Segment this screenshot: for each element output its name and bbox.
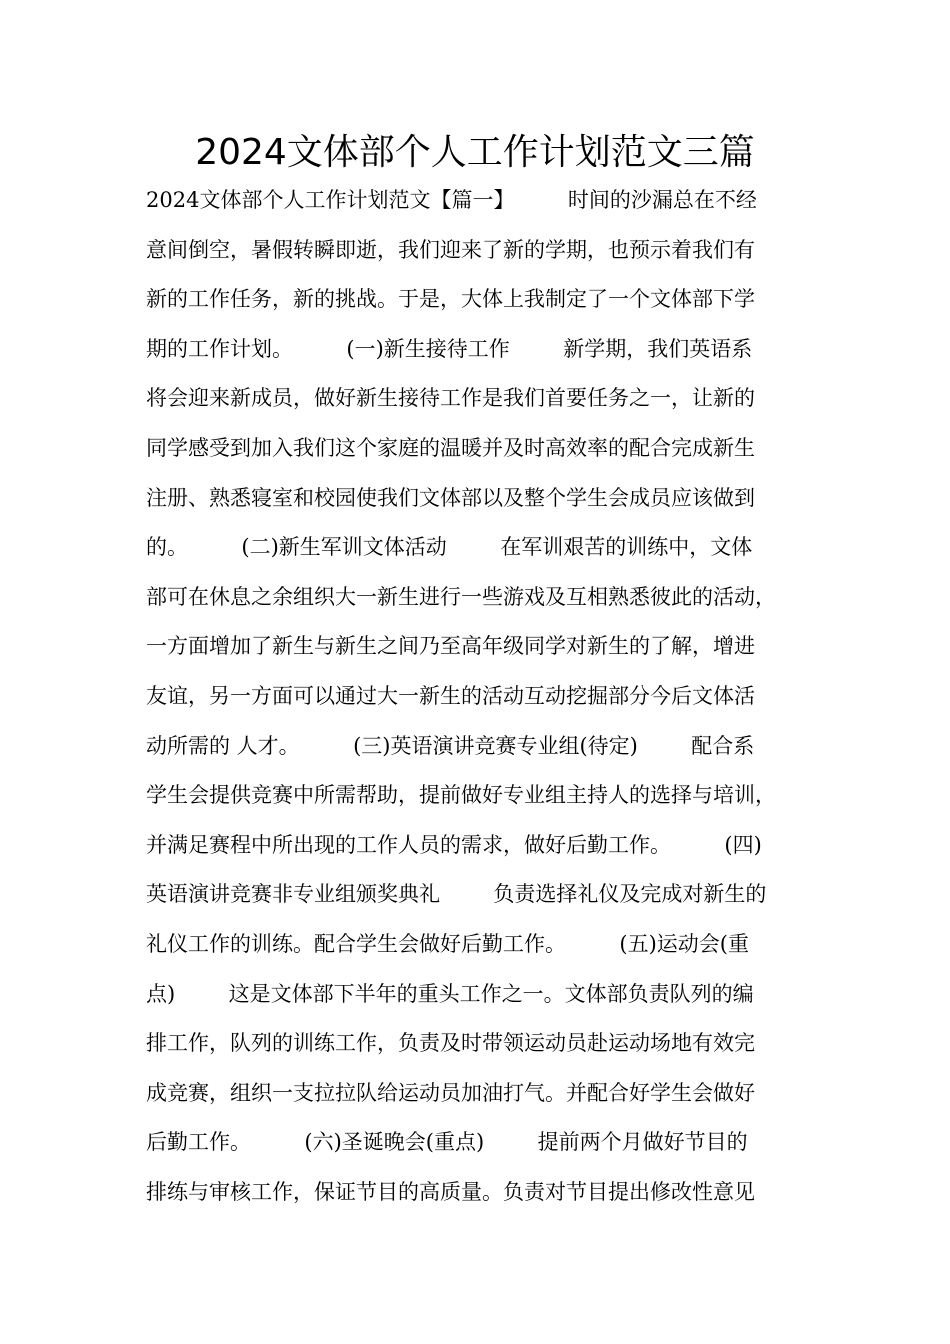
- body-line: 成竞赛，组织一支拉拉队给运动员加油打气。并配合好学生会做好: [146, 1080, 755, 1105]
- body-line: 英语演讲竞赛非专业组颁奖典礼 负责选择礼仪及完成对新生的: [146, 882, 767, 907]
- body-line: 点) 这是文体部下半年的重头工作之一。文体部负责队列的编: [146, 981, 754, 1006]
- body-line: 期的工作计划。 (一)新生接待工作 新学期，我们英语系: [146, 336, 753, 361]
- body-line: 后勤工作。 (六)圣诞晚会(重点) 提前两个月做好节目的: [146, 1130, 748, 1155]
- body-line: 将会迎来新成员，做好新生接待工作是我们首要任务之一，让新的: [146, 386, 755, 411]
- body-line: 礼仪工作的训练。配合学生会做好后勤工作。 (五)运动会(重: [146, 931, 749, 956]
- body-line: 部可在休息之余组织大一新生进行一些游戏及互相熟悉彼此的活动，: [146, 584, 776, 609]
- body-line: 友谊，另一方面可以通过大一新生的活动互动挖掘部分今后文体活: [146, 683, 755, 708]
- body-line: 排工作，队列的训练工作，负责及时带领运动员赴运动场地有效完: [146, 1031, 755, 1056]
- body-line: 2024文体部个人工作计划范文【篇一】 时间的沙漏总在不经: [146, 188, 757, 212]
- body-line: 新的工作任务，新的挑战。于是，大体上我制定了一个文体部下学: [146, 287, 755, 312]
- body-line: 的。 (二)新生军训文体活动 在军训艰苦的训练中，文体: [146, 535, 753, 560]
- body-line: 动所需的 人才。 (三)英语演讲竞赛专业组(待定) 配合系: [146, 733, 755, 758]
- body-line: 同学感受到加入我们这个家庭的温暖并及时高效率的配合完成新生: [146, 435, 755, 460]
- body-line: 并满足赛程中所出现的工作人员的需求，做好后勤工作。 (四): [146, 832, 762, 857]
- body-line: 排练与审核工作，保证节目的高质量。负责对节目提出修改性意见: [146, 1179, 755, 1204]
- body-line: 一方面增加了新生与新生之间乃至高年级同学对新生的了解，增进: [146, 634, 755, 659]
- body-line: 学生会提供竞赛中所需帮助，提前做好专业组主持人的选择与培训，: [146, 783, 776, 808]
- document-body: [146, 176, 816, 1217]
- body-line: 意间倒空，暑假转瞬即逝，我们迎来了新的学期，也预示着我们有: [146, 237, 755, 262]
- body-line: 注册、熟悉寝室和校园使我们文体部以及整个学生会成员应该做到: [146, 485, 755, 510]
- document-title: 2024文体部个人工作计划范文三篇: [195, 132, 755, 173]
